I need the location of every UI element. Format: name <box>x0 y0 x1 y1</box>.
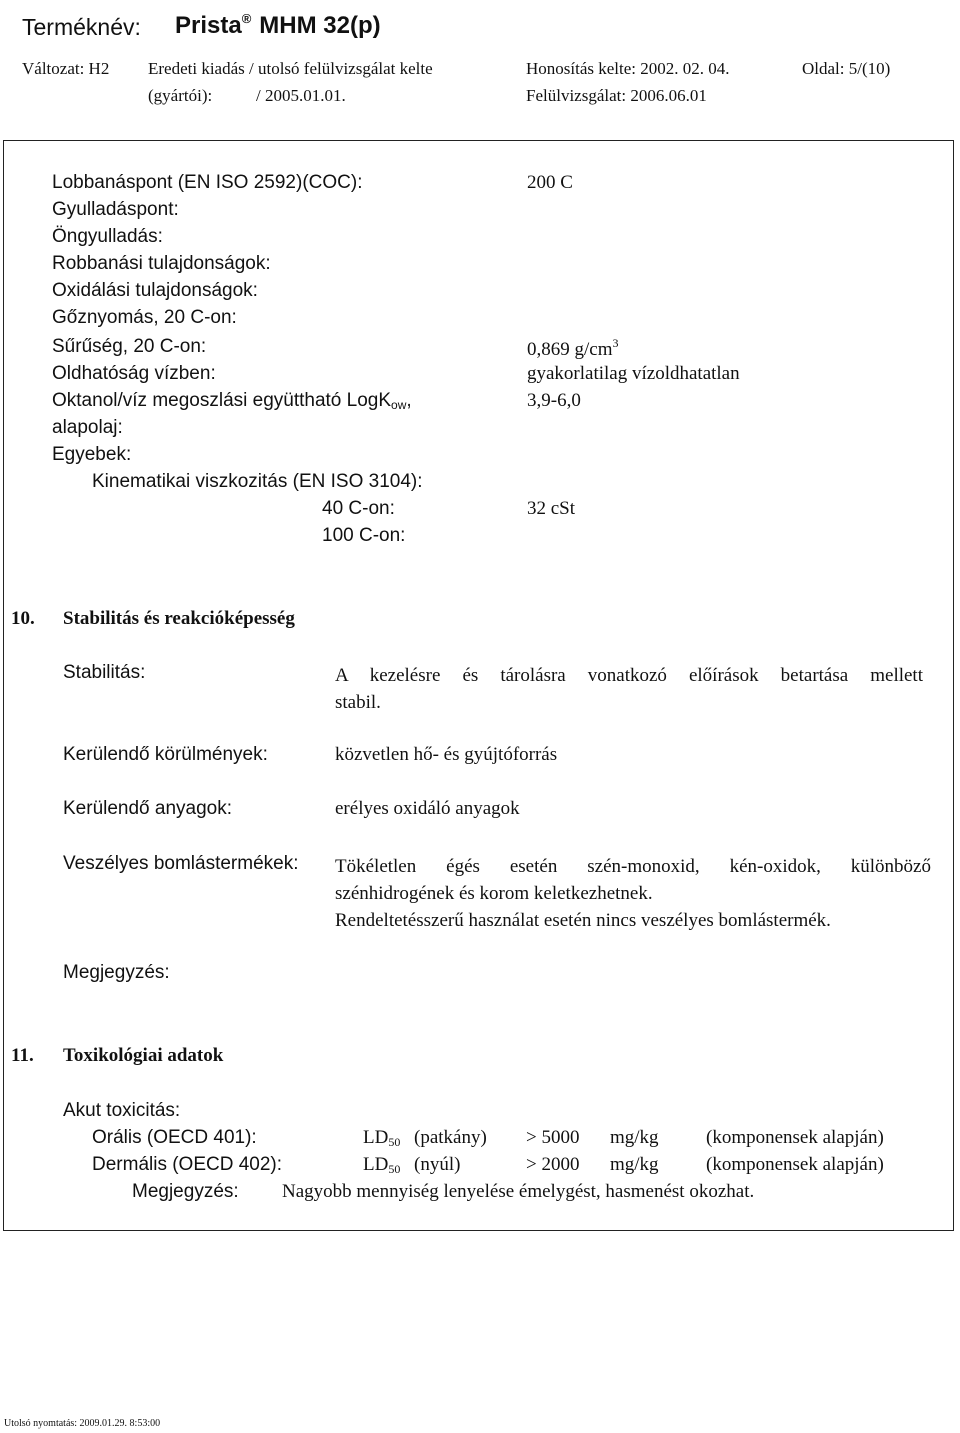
property-label-solubility: Oldhatóság vízben: <box>52 363 216 384</box>
page-number: Oldal: 5/(10) <box>802 59 891 78</box>
tox-row-value: > 5000 <box>526 1127 580 1148</box>
tox-row-species: (patkány) <box>414 1127 487 1148</box>
section-11-note-label: Megjegyzés: <box>132 1181 239 1202</box>
property-label-base-oil: alapolaj: <box>52 417 123 438</box>
issue-date: / 2005.01.01. <box>256 86 346 105</box>
version: Változat: H2 <box>22 59 110 78</box>
stability-label: Stabilitás: <box>63 662 146 683</box>
tox-row-route: Orális (OECD 401): <box>92 1127 257 1148</box>
stability-line-2: stabil. <box>335 692 381 713</box>
harmonization-date: Honosítás kelte: 2002. 02. 04. <box>526 59 730 78</box>
hazardous-line-2: szénhidrogének és korom keletkezhetnek. <box>335 883 653 904</box>
product-name <box>175 12 381 40</box>
section-11-note-value: Nagyobb mennyiség lenyelése émelygést, hasmenést okozhat. <box>282 1181 755 1202</box>
ld-subscript: 50 <box>388 1135 401 1149</box>
hazardous-products-value <box>335 853 931 934</box>
ld-text: LD <box>363 1127 389 1148</box>
avoid-conditions-value: közvetlen hő- és gyújtóforrás <box>335 744 558 765</box>
property-value-solubility: gyakorlatilag vízoldhatatlan <box>527 363 740 384</box>
acute-toxicity-label: Akut toxicitás: <box>63 1100 181 1121</box>
partition-suffix: , <box>406 390 412 411</box>
tox-row-unit: mg/kg <box>610 1154 659 1175</box>
hazardous-products-label: Veszélyes bomlástermékek: <box>63 853 299 874</box>
property-value-density <box>527 336 619 361</box>
property-label-other: Egyebek: <box>52 444 132 465</box>
property-label-explosive: Robbanási tulajdonságok: <box>52 253 271 274</box>
property-label-oxidizing: Oxidálási tulajdonságok: <box>52 280 258 301</box>
partition-label: Oktanol/víz megoszlási együttható LogK <box>52 390 392 411</box>
property-label-partition <box>52 390 412 412</box>
partition-subscript: ow <box>391 398 407 412</box>
hazardous-line-3: Rendeltetésszerű használat esetén nincs veszélyes bomlástermék. <box>335 910 831 931</box>
property-value-partition: 3,9-6,0 <box>527 390 581 411</box>
avoid-materials-value: erélyes oxidáló anyagok <box>335 798 520 819</box>
section-11-number: 11. <box>11 1045 34 1066</box>
viscosity-40-label: 40 C-on: <box>322 498 395 519</box>
tox-row-ld <box>363 1154 400 1177</box>
hazardous-line-1: Tökéletlen égés esetén szén-monoxid, kén-oxidok, különböző <box>335 856 931 877</box>
issue-label-line1: Eredeti kiadás / utolsó felülvizsgálat kelte <box>148 59 433 78</box>
avoid-conditions-label: Kerülendő körülmények: <box>63 744 268 765</box>
density-value: 0,869 g/cm <box>527 339 613 360</box>
stability-line-1: A kezelésre és tárolásra vonatkozó előírások betartása mellett <box>335 665 923 686</box>
property-label-ignition-point: Gyulladáspont: <box>52 199 179 220</box>
viscosity-label: Kinematikai viszkozitás (EN ISO 3104): <box>92 471 423 492</box>
issue-label-line2a: (gyártói): <box>148 86 213 105</box>
tox-row-value: > 2000 <box>526 1154 580 1175</box>
review-date: Felülvizsgálat: 2006.06.01 <box>526 86 707 105</box>
tox-row-basis: (komponensek alapján) <box>706 1154 884 1175</box>
section-11-title: Toxikológiai adatok <box>63 1045 224 1066</box>
property-label-flash-point: Lobbanáspont (EN ISO 2592)(COC): <box>52 172 363 193</box>
tox-row-route: Dermális (OECD 402): <box>92 1154 283 1175</box>
section-10-title: Stabilitás és reakcióképesség <box>63 608 295 629</box>
tox-row-basis: (komponensek alapján) <box>706 1127 884 1148</box>
property-label-autoignition: Öngyulladás: <box>52 226 163 247</box>
product-brand: Prista <box>175 12 242 39</box>
section-10-note-label: Megjegyzés: <box>63 962 170 983</box>
product-name-label: Terméknév: <box>22 14 141 40</box>
ld-subscript: 50 <box>388 1162 401 1176</box>
registered-mark-icon: ® <box>241 11 252 26</box>
last-printed: Utolsó nyomtatás: 2009.01.29. 8:53:00 <box>4 1418 161 1429</box>
avoid-materials-label: Kerülendő anyagok: <box>63 798 233 819</box>
product-model: MHM 32(p) <box>259 12 381 39</box>
ld-text: LD <box>363 1154 389 1175</box>
viscosity-100-label: 100 C-on: <box>322 525 406 546</box>
tox-row-unit: mg/kg <box>610 1127 659 1148</box>
viscosity-40-value: 32 cSt <box>527 498 576 519</box>
property-label-density: Sűrűség, 20 C-on: <box>52 336 207 357</box>
tox-row-ld <box>363 1127 400 1150</box>
tox-row-species: (nyúl) <box>414 1154 461 1175</box>
section-10-number: 10. <box>11 608 35 629</box>
property-label-vapour-pressure: Gőznyomás, 20 C-on: <box>52 307 237 328</box>
stability-value <box>335 662 923 716</box>
property-value-flash-point: 200 C <box>527 172 573 193</box>
density-exponent: 3 <box>612 336 619 350</box>
